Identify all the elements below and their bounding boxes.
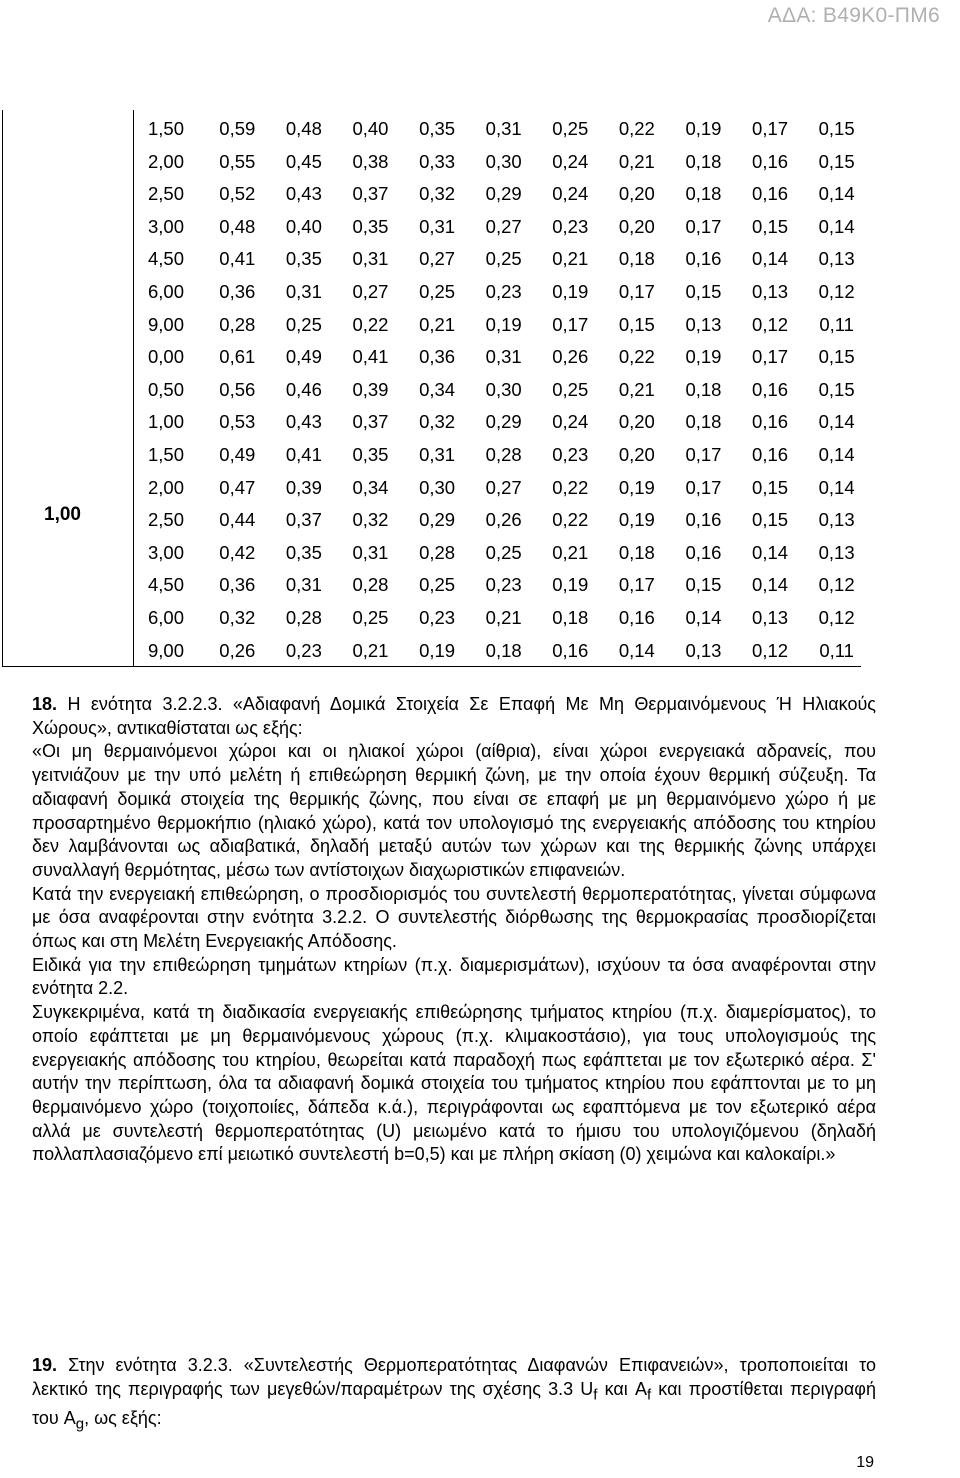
value-cell: 0,25 [552,118,589,139]
value-cell: 0,15 [818,150,855,172]
value-cell: 0,43 [285,411,322,433]
value-cell: 0,20 [618,215,655,237]
table-group-label: 1,00 [44,504,81,525]
value-cell: 0,14 [752,248,789,270]
value-cell: 0,16 [752,443,789,465]
value-cell: 0,14 [685,606,722,628]
value-cell: 0,14 [752,541,789,563]
value-cell: 0,21 [618,150,655,172]
value-cell: 0,35 [352,215,389,237]
section-18-paragraph: Κατά την ενεργειακή επιθεώρηση, ο προσδιορισμός του συντελεστή θερμοπερατότητας, γίνεται σύμφωνα με όσα αναφέρονται στην ενότητα 3.2.2. Ο συντελεστής διόρθωσης της θερμοκρασίας προσδιορίζεται όπως και στη Μελέτη Ενεργειακής Απόδοσης. [32,883,876,952]
value-cell: 0,11 [819,639,854,661]
value-cell: 0,49 [285,346,322,368]
value-cell: 0,22 [552,509,589,531]
value-cell: 0,16 [752,378,789,400]
value-cell: 0,15 [752,215,789,237]
value-cell: 0,48 [219,215,256,237]
row-key-cell: 1,00 [148,411,185,433]
value-cell: 0,37 [352,411,389,433]
value-cell: 0,31 [485,346,522,368]
value-cell: 0,30 [485,150,522,172]
table-row [142,569,870,602]
value-cell: 0,17 [618,574,655,596]
value-cell: 0,14 [618,639,655,661]
value-cell: 0,47 [219,476,256,498]
value-cell: 0,25 [485,541,522,563]
value-cell: 0,22 [618,346,655,368]
page-number: 19 [856,1454,874,1471]
value-cell: 0,21 [618,378,655,400]
value-cell: 0,32 [219,606,256,628]
row-key-cell: 1,50 [148,118,185,139]
value-cell: 0,30 [419,476,456,498]
value-cell: 0,29 [485,183,522,205]
value-cell: 0,16 [618,606,655,628]
value-cell: 0,19 [552,280,589,302]
value-cell: 0,19 [618,509,655,531]
value-cell: 0,16 [552,639,589,661]
value-cell: 0,28 [352,574,389,596]
value-cell: 0,17 [685,476,722,498]
value-cell: 0,28 [419,541,456,563]
value-cell: 0,25 [485,248,522,270]
value-cell: 0,31 [419,215,456,237]
table-row [142,113,870,146]
section-19-intro: 19. Στην ενότητα 3.2.3. «Συντελεστής Θερμοπερατότητας Διαφανών Επιφανειών», τροποποιείται το λεκτικό της περιγραφής των μεγεθών/παραμέτρων της σχέσης 3.3 $U_f$ και $A_f$ και προστίθεται περιγραφή του $A_g$, ως εξής: [32,1355,876,1433]
value-cell: 0,46 [285,378,322,400]
value-cell: 0,12 [752,313,789,335]
row-key-cell: 0,50 [148,378,185,400]
value-cell: 0,29 [419,509,456,531]
value-cell: 0,36 [219,574,256,596]
value-cell: 0,18 [685,150,722,172]
table-row [142,537,870,570]
value-cell: 0,53 [219,411,256,433]
value-cell: 0,27 [419,248,456,270]
value-cell: 0,31 [485,118,522,139]
value-cell: 0,35 [419,118,456,139]
value-cell: 0,14 [818,443,855,465]
value-cell: 0,37 [285,509,322,531]
value-cell: 0,59 [219,118,256,139]
value-cell: 0,25 [352,606,389,628]
value-cell: 0,13 [818,509,855,531]
value-cell: 0,13 [818,248,855,270]
value-cell: 0,12 [752,639,789,661]
table-row [142,243,870,276]
section-18-heading: Η ενότητα 3.2.2.3. «Αδιαφανή Δομικά Στοιχεία Σε Επαφή Με Μη Θερμαινόμενους Ή Ηλιακούς Χώρους», αντικαθίσταται ως εξής: [32,694,876,738]
table-group-divider [133,110,134,666]
value-cell: 0,23 [552,215,589,237]
table-row [142,439,870,472]
value-cell: 0,61 [219,346,256,368]
value-cell: 0,32 [419,411,456,433]
value-cell: 0,31 [419,443,456,465]
value-cell: 0,32 [352,509,389,531]
value-cell: 0,18 [618,248,655,270]
value-cell: 0,25 [285,313,322,335]
value-cell: 0,26 [485,509,522,531]
value-cell: 0,13 [685,639,722,661]
value-cell: 0,41 [285,443,322,465]
value-cell: 0,19 [685,346,722,368]
value-cell: 0,20 [618,411,655,433]
value-cell: 0,23 [485,280,522,302]
document-id: ΑΔΑ: Β49Κ0-ΠΜ6 [767,4,940,27]
value-cell: 0,15 [618,313,655,335]
value-cell: 0,16 [752,150,789,172]
value-cell: 0,19 [618,476,655,498]
row-key-cell: 2,50 [148,509,185,531]
value-cell: 0,18 [618,541,655,563]
table-row [142,309,870,342]
value-cell: 0,28 [285,606,322,628]
value-cell: 0,38 [352,150,389,172]
value-cell: 0,25 [419,574,456,596]
section-18-number: 18. [32,694,58,714]
value-cell: 0,33 [419,150,456,172]
row-key-cell: 2,00 [148,150,185,172]
value-cell: 0,17 [752,346,789,368]
value-cell: 0,39 [285,476,322,498]
value-cell: 0,13 [685,313,722,335]
value-cell: 0,56 [219,378,256,400]
value-cell: 0,15 [685,574,722,596]
table-row [142,211,870,244]
row-key-cell: 9,00 [148,313,185,335]
value-cell: 0,13 [752,606,789,628]
value-cell: 0,45 [285,150,322,172]
value-cell: 0,23 [485,574,522,596]
value-cell: 0,14 [752,574,789,596]
value-cell: 0,55 [219,150,256,172]
row-key-cell: 3,00 [148,215,185,237]
value-cell: 0,34 [419,378,456,400]
value-cell: 0,30 [485,378,522,400]
value-cell: 0,15 [818,378,855,400]
table-row [142,146,870,179]
table-left-border [2,110,3,666]
value-cell: 0,29 [485,411,522,433]
value-cell: 0,36 [219,280,256,302]
table-row [142,602,870,635]
value-cell: 0,14 [818,476,855,498]
table-row [142,504,870,537]
table-row [142,178,870,211]
value-cell: 0,35 [285,248,322,270]
value-cell: 0,14 [818,215,855,237]
value-cell: 0,17 [685,443,722,465]
value-cell: 0,52 [219,183,256,205]
value-cell: 0,35 [352,443,389,465]
value-cell: 0,18 [685,411,722,433]
section-18-intro [32,693,876,740]
table-row [142,472,870,505]
section-19 [32,1354,876,1436]
value-cell: 0,40 [352,118,389,139]
value-cell: 0,23 [285,639,322,661]
value-cell: 0,17 [752,118,789,139]
value-cell: 0,26 [219,639,256,661]
value-cell: 0,25 [419,280,456,302]
value-cell: 0,16 [685,509,722,531]
value-cell: 0,14 [818,183,855,205]
value-cell: 0,27 [485,215,522,237]
value-cell: 0,41 [352,346,389,368]
value-cell: 0,21 [552,541,589,563]
table-row [142,374,870,407]
table-row [142,341,870,374]
value-cell: 0,16 [685,248,722,270]
value-cell: 0,17 [685,215,722,237]
value-cell: 0,27 [352,280,389,302]
value-cell: 0,27 [485,476,522,498]
value-cell: 0,40 [285,215,322,237]
row-key-cell: 2,50 [148,183,185,205]
value-cell: 0,36 [419,346,456,368]
row-key-cell: 0,00 [148,346,185,368]
value-cell: 0,13 [818,541,855,563]
value-cell: 0,14 [818,411,855,433]
row-key-cell: 2,00 [148,476,185,498]
value-cell: 0,12 [818,280,855,302]
value-cell: 0,22 [352,313,389,335]
value-cell: 0,39 [352,378,389,400]
row-key-cell: 6,00 [148,606,185,628]
value-cell: 0,24 [552,411,589,433]
value-cell: 0,13 [752,280,789,302]
value-cell: 0,31 [352,248,389,270]
value-cell: 0,37 [352,183,389,205]
value-cell: 0,21 [419,313,456,335]
row-key-cell: 1,50 [148,443,185,465]
value-cell: 0,15 [818,118,855,139]
table-row [142,406,870,439]
value-cell: 0,19 [485,313,522,335]
section-18-paragraph: Ειδικά για την επιθεώρηση τμημάτων κτηρίων (π.χ. διαμερισμάτων), ισχύουν τα όσα αναφέρονται στην ενότητα 2.2. [32,954,876,999]
value-cell: 0,21 [552,248,589,270]
value-cell: 0,21 [352,639,389,661]
value-cell: 0,43 [285,183,322,205]
value-cell: 0,12 [818,606,855,628]
value-cell: 0,19 [685,118,722,139]
value-cell: 0,34 [352,476,389,498]
value-cell: 0,15 [752,476,789,498]
value-cell: 0,16 [752,411,789,433]
table-row [142,276,870,309]
value-cell: 0,31 [352,541,389,563]
value-cell: 0,20 [618,183,655,205]
value-cell: 0,28 [485,443,522,465]
row-key-cell: 6,00 [148,280,185,302]
value-cell: 0,32 [419,183,456,205]
section-18-paragraph: Συγκεκριμένα, κατά τη διαδικασία ενεργειακής επιθεώρησης τμήματος κτηρίου (π.χ. διαμερίσματος), το οποίο εφάπτεται με μη θερμαινόμενους χώρους (π.χ. κλιμακοστάσιο), για τους υπολογισμούς της ενεργειακής απόδοσης του κτηρίου, θεωρείται κατά παραδοχή πως εφάπτεται με τον εξωτερικό αέρα. Σ' αυτήν την περίπτωση, όλα τα αδιαφανή δομικά στοιχεία του τμήματος κτηρίου που εφάπτονται με το μη θερμαινόμενο χώρο (τοιχοποιίες, δάπεδα κ.ά.), περιγράφονται ως εφαπτόμενα με τον εξωτερικό αέρα αλλά με συντελεστή θερμοπερατότητας (U) μειωμένο κατά το ήμισυ του υπολογιζόμενου (δηλαδή πολλαπλασιαζόμενο επί μειωτικό συντελεστή b=0,5) και με πλήρη σκίαση (0) χειμώνα και καλοκαίρι.» [32,1002,876,1165]
value-cell: 0,31 [285,280,322,302]
value-cell: 0,18 [485,639,522,661]
value-cell: 0,22 [552,476,589,498]
row-key-cell: 4,50 [148,248,185,270]
value-cell: 0,44 [219,509,256,531]
value-cell: 0,20 [618,443,655,465]
table-row [142,635,870,668]
section-18-paragraph: «Οι μη θερμαινόμενοι χώροι και οι ηλιακοί χώροι (αίθρια), είναι χώροι ενεργειακά αδρανείς, που γειτνιάζουν με την υπό μελέτη ή επιθεώρηση θερμική ζώνη, με την οποία έχουν θερμική σύζευξη. Τα αδιαφανή δομικά στοιχεία της θερμικής ζώνης, που είναι σε επαφή με μη θερμαινόμενο χώρο ή με προσαρτημένο θερμοκήπιο (ηλιακό χώρο), κατά τον υπολογισμό της ενεργειακής απόδοσης του κτηρίου δεν λαμβάνονται ως αδιαβατικά, δηλαδή μεταξύ αυτών των χώρων και της θερμικής ζώνης υπάρχει συναλλαγή θερμότητας, μέσω των αντίστοιχων διαχωριστικών επιφανειών. [32,741,876,880]
value-cell: 0,18 [552,606,589,628]
value-cell: 0,16 [685,541,722,563]
value-cell: 0,24 [552,183,589,205]
value-cell: 0,31 [285,574,322,596]
coefficient-table [142,113,870,667]
value-cell: 0,21 [485,606,522,628]
value-cell: 0,23 [419,606,456,628]
value-cell: 0,17 [552,313,589,335]
value-cell: 0,23 [552,443,589,465]
value-cell: 0,15 [685,280,722,302]
value-cell: 0,25 [552,378,589,400]
value-cell: 0,15 [752,509,789,531]
value-cell: 0,48 [285,118,322,139]
value-cell: 0,24 [552,150,589,172]
value-cell: 0,12 [818,574,855,596]
value-cell: 0,26 [552,346,589,368]
value-cell: 0,22 [618,118,655,139]
value-cell: 0,41 [219,248,256,270]
section-18 [32,693,876,1167]
value-cell: 0,15 [818,346,855,368]
value-cell: 0,35 [285,541,322,563]
row-key-cell: 3,00 [148,541,185,563]
section-19-number: 19. [32,1355,58,1375]
value-cell: 0,19 [419,639,456,661]
value-cell: 0,18 [685,183,722,205]
value-cell: 0,11 [819,313,854,335]
value-cell: 0,17 [618,280,655,302]
value-cell: 0,18 [685,378,722,400]
row-key-cell: 4,50 [148,574,185,596]
value-cell: 0,49 [219,443,256,465]
value-cell: 0,16 [752,183,789,205]
value-cell: 0,42 [219,541,256,563]
value-cell: 0,19 [552,574,589,596]
value-cell: 0,28 [219,313,256,335]
row-key-cell: 9,00 [148,639,185,661]
